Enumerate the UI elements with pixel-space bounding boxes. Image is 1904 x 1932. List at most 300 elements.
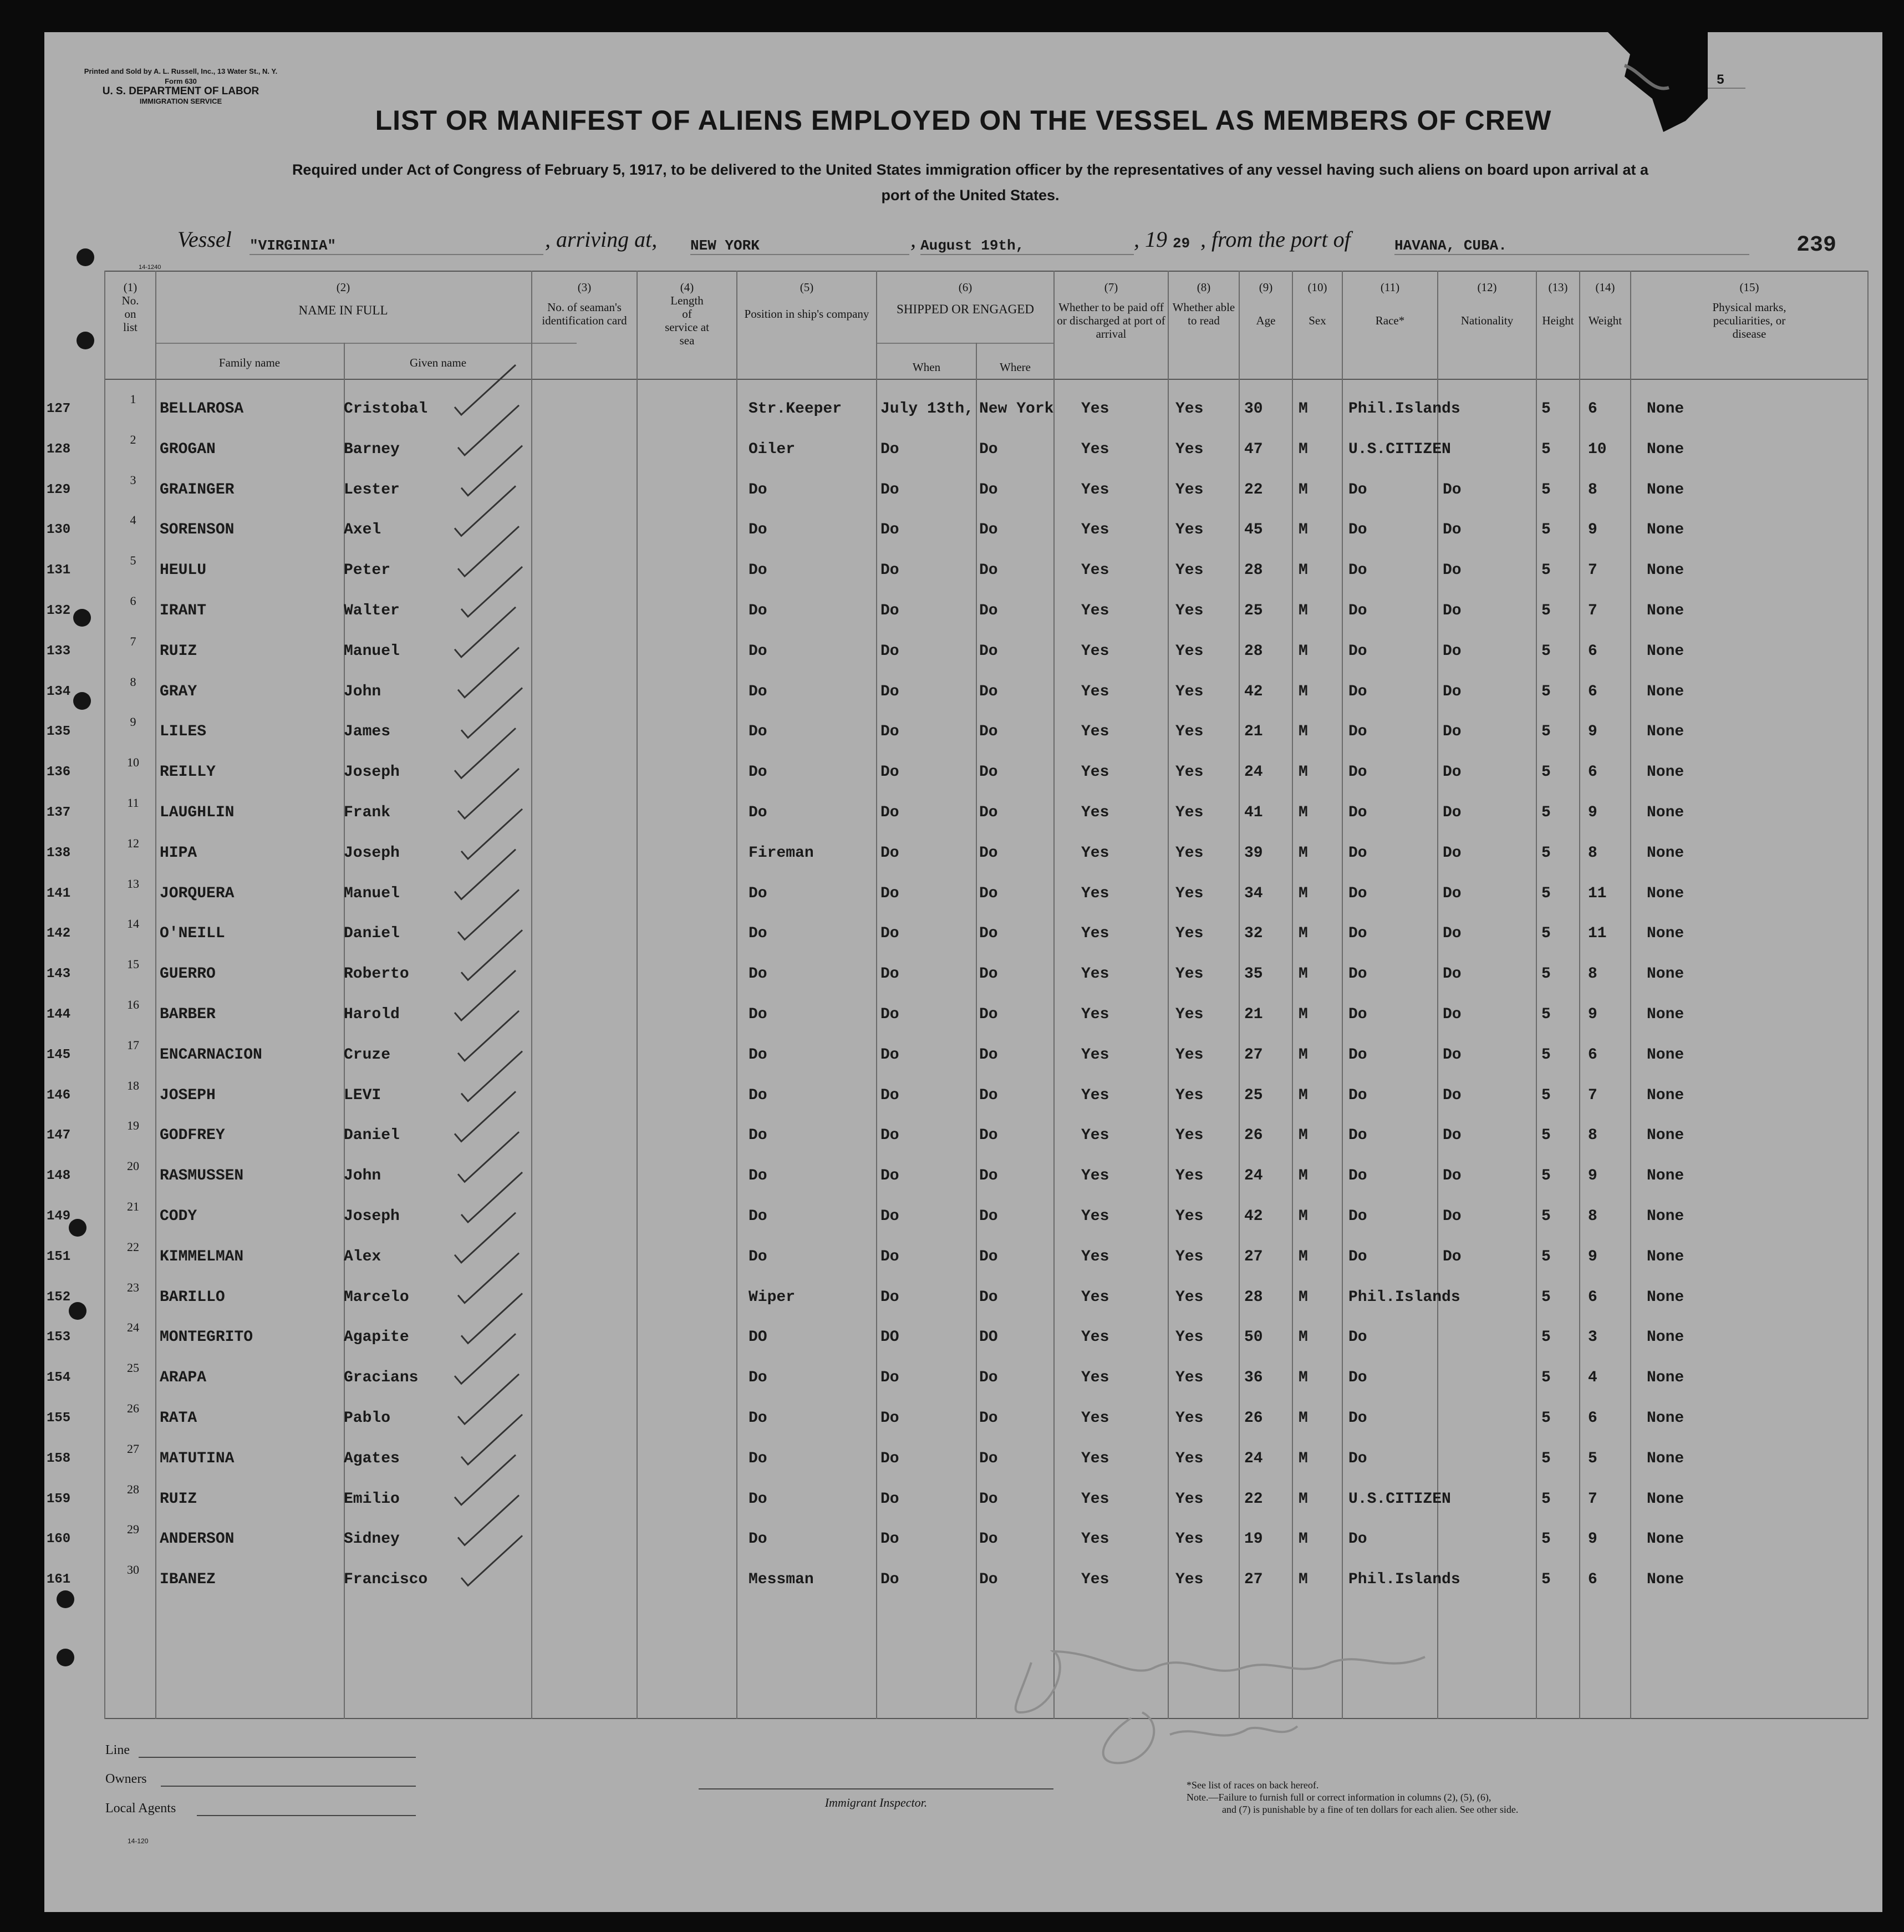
- cell-race: Do: [1348, 562, 1367, 579]
- check-mark: [455, 486, 516, 536]
- cell-when: Do: [880, 683, 899, 700]
- cell-num: 15: [127, 957, 139, 972]
- cell-weight: 8: [1588, 844, 1597, 862]
- cell-position: Do: [749, 602, 767, 619]
- cell-race: Do: [1348, 1127, 1367, 1145]
- cell-num: 8: [130, 674, 136, 689]
- cell-race: Do: [1348, 925, 1367, 943]
- cell-marks: None: [1647, 1490, 1684, 1508]
- cell-read: Yes: [1175, 1288, 1204, 1306]
- check-mark: [455, 1213, 516, 1263]
- cell-margin: 127: [47, 401, 71, 416]
- cell-read: Yes: [1175, 1531, 1204, 1548]
- cell-height: 5: [1541, 1127, 1551, 1145]
- cell-height: 5: [1541, 804, 1551, 821]
- subtitle-line-1: Required under Act of Congress of February 5, 1917, to be delivered to the United States immigration officer by the representatives of any vessel having such aliens on board upon arrival at a: [292, 161, 1649, 178]
- cell-age: 42: [1244, 683, 1263, 700]
- cell-given: John: [344, 1167, 381, 1185]
- cell-weight: 3: [1588, 1329, 1597, 1346]
- cell-where: Do: [979, 723, 998, 741]
- cell-where: Do: [979, 1006, 998, 1023]
- cell-paid: Yes: [1081, 602, 1109, 619]
- cell-read: Yes: [1175, 844, 1204, 862]
- cell-when: Do: [880, 481, 899, 499]
- cell-sex: M: [1299, 521, 1308, 539]
- check-mark: [455, 1091, 516, 1141]
- page-title: LIST OR MANIFEST OF ALIENS EMPLOYED ON THE VESSEL AS MEMBERS OF CREW: [375, 105, 1552, 136]
- cell-marks: None: [1647, 1288, 1684, 1306]
- cell-nationality: Do: [1443, 925, 1462, 943]
- cell-height: 5: [1541, 884, 1551, 902]
- cell-family: CODY: [160, 1208, 197, 1225]
- cell-position: Do: [749, 925, 767, 943]
- cell-height: 5: [1541, 1288, 1551, 1306]
- cell-family: JOSEPH: [160, 1086, 216, 1104]
- form-number: Form 630: [165, 77, 197, 85]
- cell-height: 5: [1541, 1571, 1551, 1589]
- cell-position: Do: [749, 1248, 767, 1265]
- cell-race: Do: [1348, 481, 1367, 499]
- note-penalty-2: and (7) is punishable by a fine of ten dollars for each alien. See other side.: [1222, 1804, 1519, 1815]
- cell-num: 27: [127, 1441, 139, 1456]
- col-14-number: (14): [1595, 281, 1615, 294]
- cell-margin: 133: [47, 643, 71, 659]
- cell-marks: None: [1647, 1167, 1684, 1185]
- footer-notes: [1187, 1779, 1518, 1816]
- cell-weight: 8: [1588, 1208, 1597, 1225]
- col-8-number: (8): [1197, 281, 1211, 294]
- cell-marks: None: [1647, 1369, 1684, 1387]
- cell-weight: 6: [1588, 1410, 1597, 1427]
- cell-family: IRANT: [160, 602, 207, 619]
- cell-margin: 161: [47, 1572, 71, 1588]
- cell-height: 5: [1541, 925, 1551, 943]
- cell-given: Roberto: [344, 965, 409, 983]
- cell-nationality: Do: [1443, 1046, 1462, 1064]
- cell-race: Do: [1348, 1450, 1367, 1467]
- note-penalty-1: Note.—Failure to furnish full or correct information in columns (2), (5), (6),: [1187, 1792, 1491, 1803]
- page-number: 239: [1796, 233, 1837, 258]
- cell-num: 9: [130, 715, 136, 729]
- check-mark: [458, 1011, 519, 1061]
- cell-given: Joseph: [344, 844, 400, 862]
- cell-weight: 11: [1588, 884, 1607, 902]
- cell-margin: 149: [47, 1209, 71, 1224]
- cell-race: U.S.CITIZEN: [1348, 1490, 1451, 1508]
- cell-read: Yes: [1175, 642, 1204, 660]
- cell-margin: 151: [47, 1249, 71, 1264]
- cell-where: Do: [979, 1208, 998, 1225]
- col-7-label: Whether to be paid off or discharged at port of arrival: [1057, 301, 1165, 340]
- cell-where: Do: [979, 1490, 998, 1508]
- cell-given: Daniel: [344, 1127, 400, 1145]
- cell-given: Harold: [344, 1006, 400, 1023]
- cell-age: 21: [1244, 1006, 1263, 1023]
- cell-where: Do: [979, 844, 998, 862]
- cell-sex: M: [1299, 1248, 1308, 1265]
- footer-owners-label: Owners: [105, 1772, 147, 1786]
- cell-marks: None: [1647, 1127, 1684, 1145]
- cell-given: Sidney: [344, 1531, 400, 1548]
- footer-form-code: 14-120: [128, 1837, 149, 1845]
- check-mark: [455, 365, 516, 415]
- cell-paid: Yes: [1081, 400, 1109, 418]
- cell-family: LAUGHLIN: [160, 804, 235, 821]
- cell-marks: None: [1647, 1410, 1684, 1427]
- cell-weight: 9: [1588, 1167, 1597, 1185]
- check-mark: [458, 1132, 519, 1182]
- cell-when: Do: [880, 562, 899, 579]
- cell-when: Do: [880, 1046, 899, 1064]
- cell-age: 25: [1244, 602, 1263, 619]
- cell-num: 18: [127, 1078, 139, 1092]
- cell-marks: None: [1647, 925, 1684, 943]
- punch-hole: [73, 692, 91, 710]
- cell-marks: None: [1647, 562, 1684, 579]
- cell-height: 5: [1541, 602, 1551, 619]
- cell-paid: Yes: [1081, 562, 1109, 579]
- cell-position: Do: [749, 804, 767, 821]
- cell-read: Yes: [1175, 521, 1204, 539]
- cell-position: Do: [749, 1531, 767, 1548]
- cell-margin: 135: [47, 724, 71, 740]
- cell-num: 30: [127, 1563, 139, 1577]
- cell-where: Do: [979, 642, 998, 660]
- cell-age: 28: [1244, 562, 1263, 579]
- cell-height: 5: [1541, 965, 1551, 983]
- cell-height: 5: [1541, 723, 1551, 741]
- cell-paid: Yes: [1081, 844, 1109, 862]
- cell-margin: 138: [47, 845, 71, 861]
- check-mark: [458, 889, 519, 939]
- check-mark: [461, 1536, 522, 1585]
- check-mark: [458, 648, 519, 698]
- cell-height: 5: [1541, 1248, 1551, 1265]
- cell-weight: 7: [1588, 602, 1597, 619]
- cell-race: Do: [1348, 1248, 1367, 1265]
- cell-age: 39: [1244, 844, 1263, 862]
- cell-when: Do: [880, 602, 899, 619]
- cell-sex: M: [1299, 400, 1308, 418]
- cell-race: Do: [1348, 965, 1367, 983]
- cell-margin: 131: [47, 563, 71, 578]
- cell-sex: M: [1299, 440, 1308, 458]
- cell-marks: None: [1647, 1006, 1684, 1023]
- cell-height: 5: [1541, 1208, 1551, 1225]
- cell-where: Do: [979, 1571, 998, 1589]
- cell-where: Do: [979, 1167, 998, 1185]
- cell-race: Do: [1348, 1046, 1367, 1064]
- cell-race: Do: [1348, 683, 1367, 700]
- cell-where: Do: [979, 764, 998, 781]
- cell-margin: 158: [47, 1451, 71, 1466]
- cell-marks: None: [1647, 1248, 1684, 1265]
- cell-weight: 10: [1588, 440, 1607, 458]
- check-mark: [458, 1374, 519, 1424]
- col-6b-label: Where: [1000, 360, 1031, 374]
- cell-marks: None: [1647, 1329, 1684, 1346]
- cell-paid: Yes: [1081, 1127, 1109, 1145]
- cell-where: Do: [979, 1288, 998, 1306]
- col-14-label: Weight: [1588, 314, 1622, 327]
- cell-nationality: Do: [1443, 1086, 1462, 1104]
- cell-height: 5: [1541, 1369, 1551, 1387]
- cell-when: Do: [880, 723, 899, 741]
- cell-family: RATA: [160, 1410, 197, 1427]
- cell-race: U.S.CITIZEN: [1348, 440, 1451, 458]
- cell-where: Do: [979, 1127, 998, 1145]
- cell-paid: Yes: [1081, 683, 1109, 700]
- cell-nationality: Do: [1443, 1208, 1462, 1225]
- from-port: HAVANA, CUBA.: [1394, 237, 1749, 255]
- cell-height: 5: [1541, 1490, 1551, 1508]
- cell-when: Do: [880, 1288, 899, 1306]
- cell-marks: None: [1647, 1086, 1684, 1104]
- cell-height: 5: [1541, 642, 1551, 660]
- cell-sex: M: [1299, 1167, 1308, 1185]
- cell-sex: M: [1299, 1450, 1308, 1467]
- check-mark: [455, 970, 516, 1020]
- cell-family: BARBER: [160, 1006, 216, 1023]
- cell-paid: Yes: [1081, 1208, 1109, 1225]
- torn-corner: [1541, 32, 1708, 143]
- footer-line-label: Line: [105, 1743, 130, 1757]
- cell-race: Do: [1348, 1369, 1367, 1387]
- cell-paid: Yes: [1081, 884, 1109, 902]
- cell-when: July 13th,: [880, 400, 974, 418]
- cell-family: BARILLO: [160, 1288, 225, 1306]
- cell-age: 26: [1244, 1410, 1263, 1427]
- cell-family: O'NEILL: [160, 925, 225, 943]
- cell-height: 5: [1541, 1046, 1551, 1064]
- cell-when: Do: [880, 1167, 899, 1185]
- cell-age: 26: [1244, 1127, 1263, 1145]
- cell-margin: 155: [47, 1411, 71, 1426]
- arrival-date: August 19th,: [920, 237, 1134, 255]
- cell-num: 5: [130, 553, 136, 568]
- service: IMMIGRATION SERVICE: [139, 97, 222, 105]
- cell-race: Do: [1348, 521, 1367, 539]
- check-mark: [455, 607, 516, 657]
- cell-given: Joseph: [344, 764, 400, 781]
- cell-height: 5: [1541, 1450, 1551, 1467]
- year-prefix: , 19: [1134, 227, 1167, 252]
- cell-when: Do: [880, 804, 899, 821]
- check-mark: [455, 850, 516, 899]
- cell-race: Do: [1348, 602, 1367, 619]
- cell-weight: 9: [1588, 1531, 1597, 1548]
- cell-nationality: Do: [1443, 1248, 1462, 1265]
- cell-read: Yes: [1175, 965, 1204, 983]
- cell-age: 42: [1244, 1208, 1263, 1225]
- punch-hole: [57, 1649, 74, 1666]
- cell-weight: 9: [1588, 804, 1597, 821]
- vessel-name: "VIRGINIA": [250, 237, 543, 255]
- col-11-number: (11): [1380, 281, 1400, 294]
- cell-num: 25: [127, 1361, 139, 1375]
- col-12-label: Nationality: [1460, 314, 1514, 327]
- cell-where: New York: [979, 400, 1054, 418]
- cell-when: Do: [880, 844, 899, 862]
- cell-margin: 132: [47, 603, 71, 618]
- cell-age: 22: [1244, 481, 1263, 499]
- cell-given: Peter: [344, 562, 391, 579]
- cell-position: Do: [749, 1046, 767, 1064]
- cell-read: Yes: [1175, 1046, 1204, 1064]
- col-12-number: (12): [1477, 281, 1497, 294]
- cell-num: 22: [127, 1239, 139, 1254]
- check-mark: [455, 1455, 516, 1505]
- cell-position: Do: [749, 1450, 767, 1467]
- cell-paid: Yes: [1081, 1450, 1109, 1467]
- cell-weight: 6: [1588, 1046, 1597, 1064]
- cell-given: John: [344, 683, 381, 700]
- cell-sex: M: [1299, 723, 1308, 741]
- cell-paid: Yes: [1081, 1531, 1109, 1548]
- cell-weight: 4: [1588, 1369, 1597, 1387]
- cell-family: IBANEZ: [160, 1571, 216, 1589]
- cell-margin: 137: [47, 805, 71, 820]
- col-15-label: Physical marks, peculiarities, or disease: [1712, 301, 1786, 340]
- cell-position: Do: [749, 1490, 767, 1508]
- manifest-document: Printed and Sold by A. L. Russell, Inc., 13 Water St., N. Y. Form 630 U. S. DEPARTMENT OF LABOR IMMIGRATION SERVICE 5 LIST OR MANIFEST OF ALIENS EMPLOYED ON THE VESSEL AS MEMBERS OF CREW Required under Act of Congress of February 5, 1917, to be delivered to the United States immigration officer by the representatives of any vessel having such aliens on board upon arrival at a port of the United States. Vessel "VIRGINIA" , arriving at, NEW YORK , August 19th, , 19 29 , from the port of HAVANA, CUBA. 239 14-1240 (1) No. on list (2) NAME IN FULL Family name Given name (3) No. of seaman's identification card (4) Length of service at sea (5) Position in ship's company (6) SHIPPED OR ENGAGED When Where (7) Whether to be paid off or discharged at port of arrival (8) Whether able to read (9) Age (10) Sex (11) Race* (12) Nationality (13) Height (14) Weight (15) Physical marks, peculiarities, or disease 127 1 BELLAROSA Cristobal Str.Keeper July 13th, New York Yes Yes 30 M Phil.Islands 5 6 None 128 2 GROGAN Barney Oiler Do Do Yes Yes 47 M U.S.CITIZEN 5 10 None 129 3 GRAINGER Lester Do Do Do Yes Yes 22 M Do Do 5 8 None 130 4 SORENSON Axel Do Do Do Yes Yes 45 M Do Do 5 9 None 131 5 HEULU Peter Do Do Do Yes Yes 28 M Do Do 5 7 None 132 6 IRANT Walter Do Do Do Yes Yes 25 M Do Do 5 7 None 133 7 RUIZ Manuel Do Do Do Yes Yes 28 M Do Do 5 6 None 134 8 GRAY John Do Do Do Yes Yes 42 M Do Do 5 6 None 135 9 LILES James Do Do Do Yes Yes 21 M Do Do 5 9 None 136 10 REILLY Joseph Do Do Do Yes Yes 24 M Do Do 5 6 None 137 11 LAUGHLIN Frank Do Do Do Yes Yes 41 M Do Do 5 9 None 138 12 HIPA Joseph Fireman Do Do Yes Yes 39 M Do Do 5 8 None 141 13 JORQUERA Manuel Do Do Do Yes Yes 34 M Do Do 5 11 None 142 14 O'NEILL Daniel Do Do Do Yes Yes 32 M Do Do 5 11 None 143 15 GUERRO Roberto Do Do Do Yes Yes 35 M Do Do 5 8 None 144 16 BARBER Harold Do Do Do Yes Yes 21 M Do Do 5 9 None 145 17 ENCARNACION Cruze Do Do Do Yes Yes 27 M Do Do 5 6 None 146 18 JOSEPH LEVI Do Do Do Yes Yes 25 M Do Do 5 7 None 147 19 GODFREY Daniel Do Do Do Yes Yes 26 M Do Do 5 8 None 148 20 RASMUSSEN John Do Do Do Yes Yes 24 M Do Do 5 9 None 149 21 CODY Joseph Do Do Do Yes Yes 42 M Do Do 5 8 None 151 22 KIMMELMAN Alex Do Do Do Yes Yes 27 M Do Do 5 9 None 152 23 BARILLO Marcelo Wiper Do Do Yes Yes 28 M Phil.Islands 5 6 None 153 24 MONTEGRITO Agapite DO DO DO Yes Yes 50 M Do 5 3 None 154 25 ARAPA Gracians Do Do Do Yes Yes 36 M Do 5 4 None 155 26 RATA Pablo Do Do Do Yes Yes 26 M Do 5 6 None 158 27 MATUTINA Agates Do Do Do Yes Yes 24 M Do 5 5 None 159 28 RUIZ Emilio Do Do Do Yes Yes 22 M U.S.CITIZEN 5 7 None 160 29 ANDERSON Sidney Do Do Do Yes Yes 19 M Do 5 9 None 161 30 IBANEZ Francisco Messman Do Do Yes Yes 27 M Phil.Islands 5 6 None Line Owners Local Agents 14-120 Immigrant Inspector. *See list of races on back hereof. Note.—Failure to furnish full or correct information in columns (2), (5), (6), and (7) is punishable by a fine of ten dollars for each alien. See other side.: [44, 32, 1882, 1912]
- cell-age: 50: [1244, 1329, 1263, 1346]
- footer-agents-label: Local Agents: [105, 1801, 176, 1816]
- cell-sex: M: [1299, 1046, 1308, 1064]
- cell-given: LEVI: [344, 1086, 381, 1104]
- cell-position: Do: [749, 1006, 767, 1023]
- cell-family: GROGAN: [160, 440, 216, 458]
- cell-num: 19: [127, 1118, 139, 1133]
- punch-hole: [77, 332, 94, 349]
- cell-weight: 7: [1588, 1490, 1597, 1508]
- cell-family: ENCARNACION: [160, 1046, 262, 1064]
- cell-num: 4: [130, 513, 136, 527]
- cell-sex: M: [1299, 1127, 1308, 1145]
- cell-race: Do: [1348, 1208, 1367, 1225]
- cell-position: Do: [749, 481, 767, 499]
- cell-marks: None: [1647, 764, 1684, 781]
- col-4-number: (4): [680, 281, 694, 294]
- cell-when: Do: [880, 1248, 899, 1265]
- col-8-label: Whether able to read: [1172, 301, 1235, 327]
- cell-sex: M: [1299, 1329, 1308, 1346]
- col-6a-label: When: [912, 360, 941, 374]
- cell-paid: Yes: [1081, 440, 1109, 458]
- cell-race: Do: [1348, 642, 1367, 660]
- cell-position: DO: [749, 1329, 767, 1346]
- cell-paid: Yes: [1081, 1167, 1109, 1185]
- cell-margin: 136: [47, 765, 71, 780]
- year-suffix: 29: [1173, 235, 1190, 252]
- cell-age: 27: [1244, 1248, 1263, 1265]
- cell-marks: None: [1647, 602, 1684, 619]
- cell-where: Do: [979, 884, 998, 902]
- cell-position: Do: [749, 1410, 767, 1427]
- cell-age: 41: [1244, 804, 1263, 821]
- cell-num: 17: [127, 1038, 139, 1052]
- cell-given: Marcelo: [344, 1288, 409, 1306]
- cell-where: Do: [979, 683, 998, 700]
- cell-age: 45: [1244, 521, 1263, 539]
- cell-given: Lester: [344, 481, 400, 499]
- cell-given: Axel: [344, 521, 381, 539]
- cell-weight: 6: [1588, 400, 1597, 418]
- sheet-value: 5: [1696, 72, 1745, 89]
- col-10-label: Sex: [1309, 314, 1326, 327]
- cell-sex: M: [1299, 1571, 1308, 1589]
- cell-nationality: Do: [1443, 884, 1462, 902]
- cell-family: JORQUERA: [160, 884, 235, 902]
- cell-given: Cruze: [344, 1046, 391, 1064]
- cell-margin: 160: [47, 1532, 71, 1547]
- cell-given: Frank: [344, 804, 391, 821]
- cell-when: Do: [880, 1086, 899, 1104]
- cell-given: Manuel: [344, 642, 400, 660]
- cell-num: 12: [127, 836, 139, 850]
- cell-when: Do: [880, 1127, 899, 1145]
- cell-margin: 141: [47, 886, 71, 901]
- cell-nationality: Do: [1443, 844, 1462, 862]
- cell-nationality: Do: [1443, 1127, 1462, 1145]
- cell-sex: M: [1299, 1531, 1308, 1548]
- cell-weight: 5: [1588, 1450, 1597, 1467]
- cell-marks: None: [1647, 481, 1684, 499]
- cell-when: Do: [880, 1369, 899, 1387]
- cell-marks: None: [1647, 642, 1684, 660]
- cell-margin: 142: [47, 926, 71, 942]
- cell-sex: M: [1299, 1086, 1308, 1104]
- cell-when: Do: [880, 1410, 899, 1427]
- cell-num: 28: [127, 1482, 139, 1496]
- cell-read: Yes: [1175, 562, 1204, 579]
- cell-family: BELLAROSA: [160, 400, 244, 418]
- cell-sex: M: [1299, 1288, 1308, 1306]
- cell-when: DO: [880, 1329, 899, 1346]
- cell-nationality: Do: [1443, 521, 1462, 539]
- check-mark: [458, 1253, 519, 1303]
- cell-nationality: Do: [1443, 723, 1462, 741]
- cell-family: KIMMELMAN: [160, 1248, 244, 1265]
- cell-marks: None: [1647, 1046, 1684, 1064]
- cell-given: Manuel: [344, 884, 400, 902]
- cell-family: GUERRO: [160, 965, 216, 983]
- col-7-number: (7): [1104, 281, 1118, 294]
- cell-read: Yes: [1175, 1329, 1204, 1346]
- punch-hole: [73, 609, 91, 627]
- cell-where: Do: [979, 1531, 998, 1548]
- cell-nationality: Do: [1443, 1006, 1462, 1023]
- cell-read: Yes: [1175, 1410, 1204, 1427]
- from-label: , from the port of: [1200, 227, 1351, 252]
- cell-margin: 154: [47, 1370, 71, 1386]
- cell-family: REILLY: [160, 764, 216, 781]
- cell-height: 5: [1541, 683, 1551, 700]
- cell-weight: 6: [1588, 642, 1597, 660]
- cell-race: Do: [1348, 1006, 1367, 1023]
- cell-paid: Yes: [1081, 723, 1109, 741]
- cell-sex: M: [1299, 1410, 1308, 1427]
- cell-height: 5: [1541, 1531, 1551, 1548]
- cell-marks: None: [1647, 683, 1684, 700]
- cell-sex: M: [1299, 1006, 1308, 1023]
- cell-paid: Yes: [1081, 1288, 1109, 1306]
- cell-when: Do: [880, 1208, 899, 1225]
- cell-margin: 128: [47, 441, 71, 457]
- cell-margin: 130: [47, 522, 71, 538]
- cell-when: Do: [880, 925, 899, 943]
- col-5-label: Position in ship's company: [744, 307, 869, 321]
